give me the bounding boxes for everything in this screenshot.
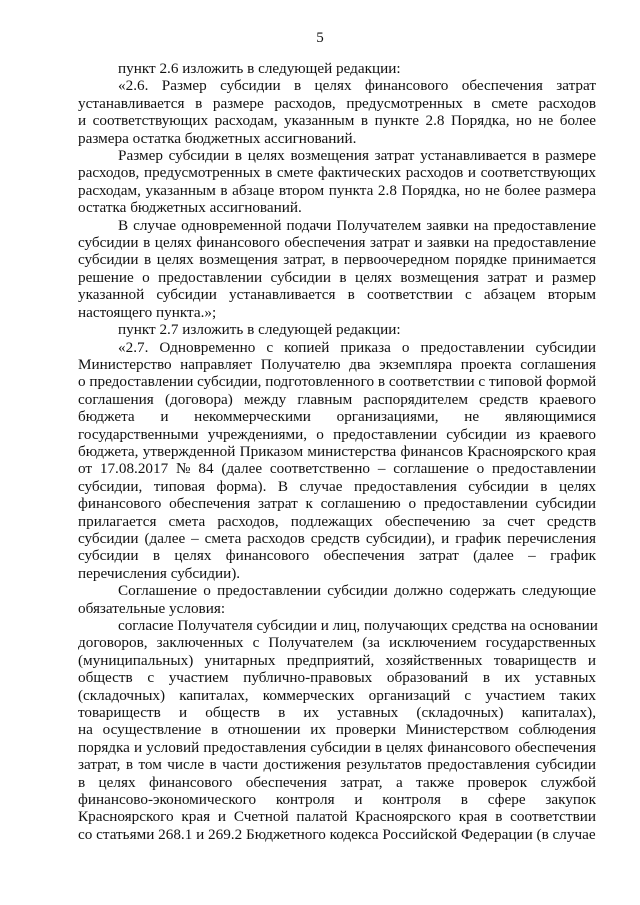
- text-line: Размер субсидии в целях возмещения затрат устанавливается в размере: [118, 147, 596, 165]
- text-line: обществ с участием публично-правовых образований в их уставных: [78, 669, 596, 687]
- text-line: пункт 2.7 изложить в следующей редакции:: [118, 321, 401, 339]
- document-body: [78, 60, 596, 843]
- text-line: субсидии в целях возмещения затрат, в первоочередном порядке принимается: [78, 251, 596, 269]
- text-line: согласие Получателя субсидии и лиц, получающих средства на основании: [118, 617, 598, 634]
- text-line: бюджета, утвержденной Приказом министерства финансов Красноярского края: [78, 442, 596, 460]
- text-line: субсидии в целях финансового обеспечения затрат и заявки на предоставление: [78, 234, 596, 252]
- text-line: финансово-экономического контроля и контроля в сфере закупок: [78, 791, 596, 809]
- paragraph: [78, 77, 596, 147]
- text-line: расходам, указанным в абзаце втором пункта 2.8 Порядка, но не более размера: [78, 181, 596, 199]
- text-line: настоящего пункта.»;: [78, 303, 217, 321]
- text-line: со статьями 268.1 и 269.2 Бюджетного кодекса Российской Федерации (в случае: [78, 825, 596, 843]
- page-number: 5: [316, 30, 324, 46]
- text-line: государственными учреждениями, о предоставлении субсидии из краевого: [78, 425, 596, 443]
- text-line: соглашения (договора) между главным распорядителем средств краевого: [78, 390, 596, 408]
- text-line: Министерство направляет Получателю два экземпляра проекта соглашения: [78, 355, 596, 373]
- text-line: остатка бюджетных ассигнований.: [78, 199, 302, 217]
- text-line: «2.7. Одновременно с копией приказа о предоставлении субсидии: [118, 338, 596, 356]
- text-line: субсидии в целях финансового обеспечения затрат (далее – график: [78, 547, 596, 565]
- text-line: порядка и условий предоставления субсидии в целях финансового обеспечения: [78, 738, 596, 756]
- text-line: о предоставлении субсидии, подготовленного в соответствии с типовой формой: [78, 373, 597, 391]
- paragraph: [78, 582, 596, 617]
- text-line: обязательные условия:: [78, 599, 226, 617]
- text-line: финансового обеспечения затрат к соглашению о предоставлении субсидии: [78, 495, 596, 513]
- text-line: расходов, предусмотренных в смете фактических расходов и соответствующих: [78, 164, 596, 182]
- text-line: от 17.08.2017 № 84 (далее соответственно – соглашение о предоставлении: [78, 460, 596, 478]
- text-line: и соответствующих расходам, указанным в пункте 2.8 Порядка, но не более: [78, 112, 596, 130]
- text-line: бюджета и некоммерческими организациями, не являющимися: [78, 408, 596, 426]
- text-line: прилагается смета расходов, подлежащих обеспечению за счет средств: [78, 512, 596, 530]
- text-line: договоров, заключенных с Получателем (за исключением государственных: [78, 634, 596, 652]
- text-line: решение о предоставлении субсидии в целях возмещения затрат и размер: [78, 268, 596, 286]
- text-line: Соглашение о предоставлении субсидии должно содержать следующие: [118, 582, 596, 600]
- text-line: устанавливается в размере расходов, предусмотренных в смете расходов: [78, 94, 596, 112]
- text-line: (складочных) капиталах, коммерческих организаций с участием таких: [78, 686, 596, 704]
- text-line: субсидии (далее – смета расходов средств субсидии), и график перечисления: [78, 529, 596, 547]
- text-line: в целях финансового обеспечения затрат, а также проверок службой: [78, 773, 596, 791]
- text-line: на осуществление в отношении их проверки Министерством соблюдения: [78, 721, 596, 739]
- paragraph: [78, 217, 596, 321]
- text-line: размера остатка бюджетных ассигнований.: [78, 129, 357, 147]
- paragraph: [78, 339, 596, 583]
- paragraph: [78, 617, 596, 843]
- text-line: «2.6. Размер субсидии в целях финансового обеспечения затрат: [118, 77, 596, 95]
- text-line: (муниципальных) унитарных предприятий, хозяйственных товариществ и: [78, 651, 596, 669]
- text-line: пункт 2.6 изложить в следующей редакции:: [118, 60, 401, 77]
- paragraph: [78, 147, 596, 217]
- text-line: затрат, в том числе в части достижения результатов предоставления субсидии: [78, 756, 596, 774]
- text-line: товариществ и обществ в их уставных (складочных) капиталах),: [78, 704, 596, 722]
- paragraph: [78, 321, 596, 338]
- paragraph: [78, 60, 596, 77]
- text-line: субсидии, типовая форма). В случае предоставления субсидии в целях: [78, 477, 596, 495]
- text-line: указанной субсидии устанавливается в соответствии с абзацем вторым: [78, 286, 596, 304]
- text-line: перечисления субсидии).: [78, 564, 241, 582]
- text-line: Красноярского края и Счетной палатой Красноярского края в соответствии: [78, 808, 596, 826]
- text-line: В случае одновременной подачи Получателем заявки на предоставление: [118, 216, 596, 234]
